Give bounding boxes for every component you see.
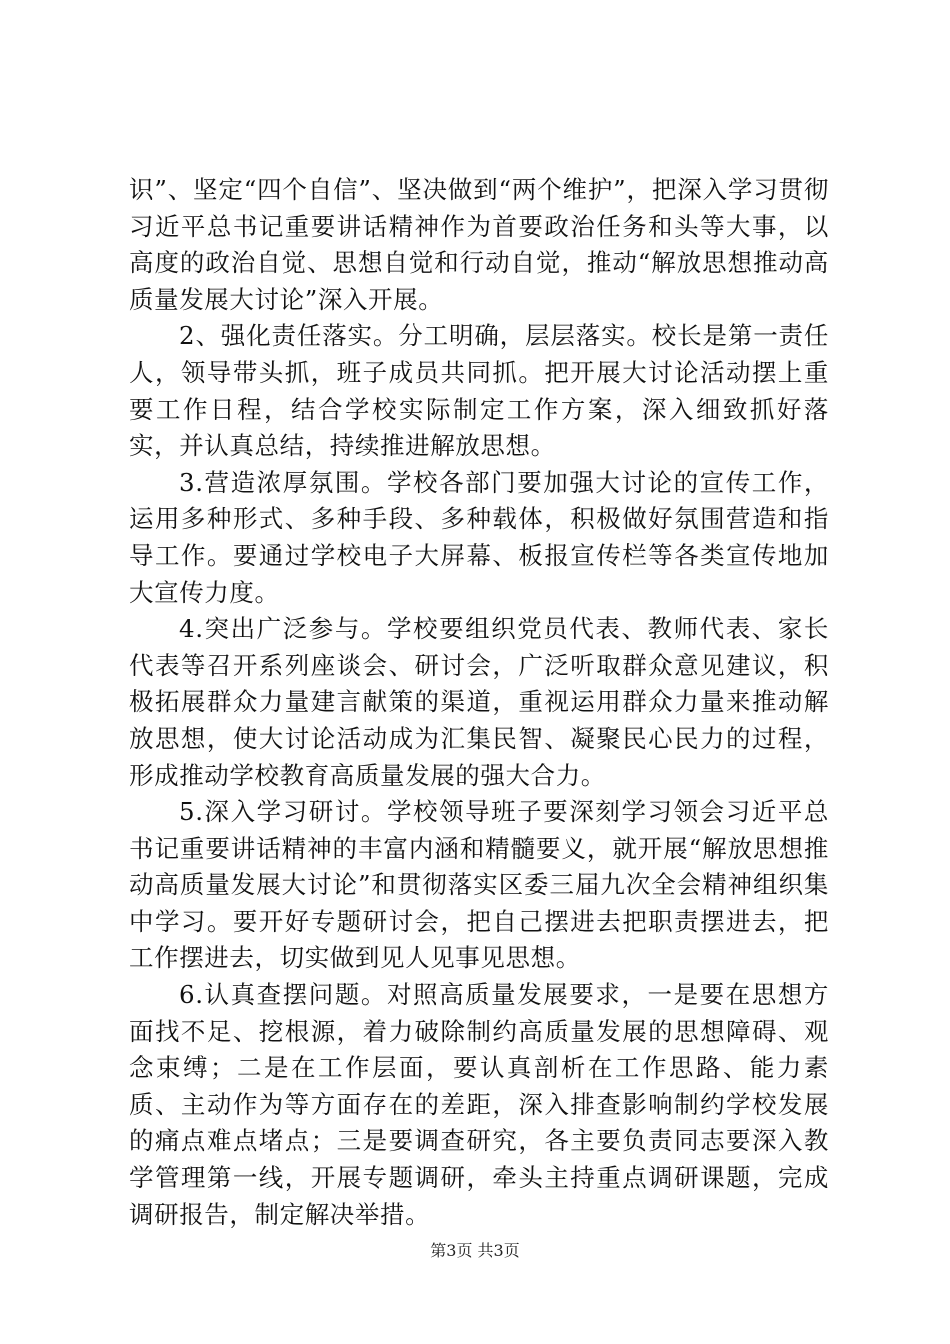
paragraph-atmosphere: 3.营造浓厚氛围。学校各部门要加强大讨论的宣传工作，运用多种形式、多种手段、多种载体，积极做好氛围营造和指导工作。要通过学校电子大屏幕、板报宣传栏等各类宣传地加大宣传力度。 [129,467,829,607]
paragraph-problems: 6.认真查摆问题。对照高质量发展要求，一是要在思想方面找不足、挖根源，着力破除制约高质量发展的思想障碍、观念束缚；二是在工作层面，要认真剖析在工作思路、能力素质、主动作为等方面存在的差距，深入排查影响制约学校发展的痛点难点堵点；三是要调查研究，各主要负责同志要深入教学管理第一线，开展专题调研，牵头主持重点调研课题，完成调研报告，制定解决举措。 [129,980,829,1229]
page-number: 第3页 共3页 [430,1241,520,1260]
paragraph-study: 5.深入学习研讨。学校领导班子要深刻学习领会习近平总书记重要讲话精神的丰富内涵和精髓要义，就开展“解放思想推动高质量发展大讨论”和贯彻落实区委三届九次全会精神组织集中学习。要开好专题研讨会，把自己摆进去把职责摆进去，把工作摆进去，切实做到见人见事见思想。 [129,797,829,973]
paragraph-responsibility: 2、强化责任落实。分工明确，层层落实。校长是第一责任人，领导带头抓，班子成员共同抓。把开展大讨论活动摆上重要工作日程，结合学校实际制定工作方案，深入细致抓好落实，并认真总结，持续推进解放思想。 [129,321,829,461]
document-body [129,172,829,1233]
paragraph-continuation: 识”、坚定“四个自信”、坚决做到“两个维护”，把深入学习贯彻习近平总书记重要讲话精神作为首要政治任务和头等大事，以高度的政治自觉、思想自觉和行动自觉，推动“解放思想推动高质量发展大讨论”深入开展。 [129,175,829,314]
paragraph-participation: 4.突出广泛参与。学校要组织党员代表、教师代表、家长代表等召开系列座谈会、研讨会，广泛听取群众意见建议，积极拓展群众力量建言献策的渠道，重视运用群众力量来推动解放思想，使大讨论活动成为汇集民智、凝聚民心民力的过程，形成推动学校教育高质量发展的强大合力。 [129,614,829,790]
